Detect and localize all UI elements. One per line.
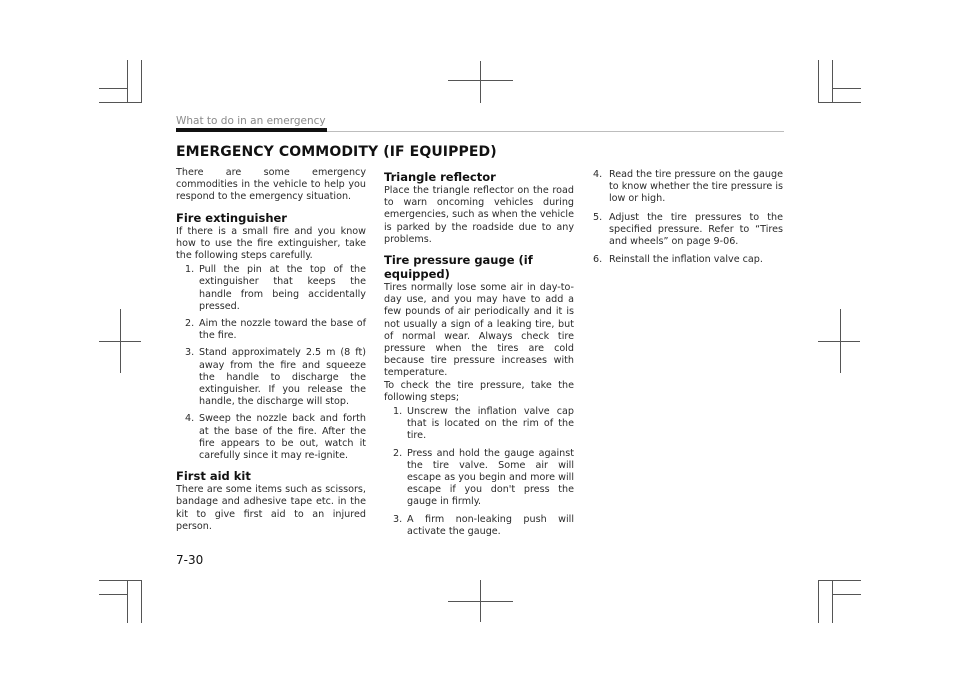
step-text: Reinstall the inflation valve cap. — [609, 254, 763, 266]
intro-paragraph: There are some emergency commodities in the vehicle to help you respond to the emergency situation. — [176, 167, 366, 203]
step-text: Pull the pin at the top of the extinguisher that keeps the handle from being accidentally pressed. — [199, 264, 366, 312]
step-text: Press and hold the gauge against the tire valve. Some air will escape as you begin and more will escape if you don't press the gauge in firmly. — [407, 447, 574, 508]
step-text: Adjust the tire pressures to the specified pressure. Refer to “Tires and wheels” on page 9-06. — [609, 211, 783, 248]
column-2 — [384, 167, 574, 543]
list-item — [593, 254, 783, 266]
step-text: A firm non-leaking push will activate the gauge. — [407, 513, 574, 537]
step-number: 6. — [593, 254, 603, 266]
step-text: Read the tire pressure on the gauge to know whether the tire pressure is low or high. — [609, 169, 783, 205]
triangle-reflector-paragraph: Place the triangle reflector on the road to warn oncoming vehicles during emergencies, such as when the vehicle is parked by the roadside due to any problems. — [384, 185, 574, 245]
tire-pressure-steps — [384, 406, 574, 538]
step-text: Sweep the nozzle back and forth at the base of the fire. After the fire appears to be out, watch it carefully since it may re-ignite. — [199, 413, 366, 462]
registration-mark — [448, 80, 513, 81]
list-item — [176, 413, 366, 462]
crop-mark — [99, 102, 142, 103]
header-rule — [327, 131, 784, 132]
crop-mark — [818, 580, 819, 623]
first-aid-kit-paragraph: There are some items such as scissors, bandage and adhesive tape etc. in the kit to give first aid to an injured person. — [176, 484, 366, 532]
step-number: 2. — [393, 447, 403, 459]
triangle-reflector-heading: Triangle reflector — [384, 170, 496, 184]
crop-mark — [127, 580, 128, 623]
column-3 — [593, 167, 783, 272]
crop-mark — [832, 88, 861, 89]
crop-mark — [818, 580, 861, 581]
crop-mark — [99, 594, 128, 595]
list-item — [176, 264, 366, 313]
registration-mark — [448, 601, 513, 602]
crop-mark — [832, 60, 833, 103]
list-item — [384, 448, 574, 509]
registration-mark — [99, 341, 141, 342]
crop-mark — [99, 580, 142, 581]
step-number: 5. — [593, 211, 603, 223]
tire-pressure-steps-continued — [593, 169, 783, 266]
tire-pressure-gauge-heading: Tire pressure gauge (if equipped) — [384, 253, 533, 282]
crop-mark — [99, 88, 128, 89]
crop-mark — [832, 580, 833, 623]
step-text: Unscrew the inflation valve cap that is located on the rim of the tire. — [407, 406, 574, 442]
list-item — [176, 347, 366, 408]
crop-mark — [127, 60, 128, 103]
crop-mark — [141, 580, 142, 623]
crop-mark — [818, 60, 819, 103]
crop-mark — [141, 60, 142, 103]
step-number: 2. — [185, 318, 195, 330]
step-number: 4. — [593, 169, 603, 180]
column-1 — [176, 167, 366, 533]
list-item — [593, 169, 783, 206]
list-item — [384, 514, 574, 538]
tire-pressure-steps-intro: To check the tire pressure, take the following steps; — [384, 379, 574, 403]
registration-mark — [480, 61, 481, 103]
list-item — [176, 318, 366, 342]
registration-mark — [818, 341, 860, 342]
step-number: 1. — [185, 264, 195, 276]
list-item — [384, 406, 574, 443]
crop-mark — [832, 594, 861, 595]
step-text: Stand approximately 2.5 m (8 ft) away from the fire and squeeze the handle to discharge the extinguisher. If you release the handle, the discharge will stop. — [199, 347, 366, 408]
page-title: EMERGENCY COMMODITY (IF EQUIPPED) — [176, 144, 497, 160]
crop-mark — [818, 102, 861, 103]
fire-extinguisher-steps — [176, 264, 366, 462]
step-number: 4. — [185, 413, 195, 425]
fire-extinguisher-intro: If there is a small fire and you know how to use the fire extinguisher, take the following steps carefully. — [176, 225, 366, 262]
fire-extinguisher-heading: Fire extinguisher — [176, 210, 287, 225]
section-header: What to do in an emergency — [176, 115, 326, 127]
tire-pressure-gauge-paragraph: Tires normally lose some air in day-to-day use, and you may have to add a few pounds of air periodically and it is not usually a sign of a leaking tire, but of normal wear. Always check tire pressure when the tires are cold because tire pressure increases with temperature. — [384, 282, 574, 379]
header-bar — [176, 128, 327, 132]
list-item — [593, 212, 783, 249]
step-number: 3. — [185, 347, 195, 359]
step-number: 3. — [393, 513, 403, 525]
first-aid-kit-heading: First aid kit — [176, 469, 251, 484]
page-number: 7-30 — [176, 553, 204, 567]
step-text: Aim the nozzle toward the base of the fire. — [199, 318, 366, 342]
step-number: 1. — [393, 406, 403, 418]
